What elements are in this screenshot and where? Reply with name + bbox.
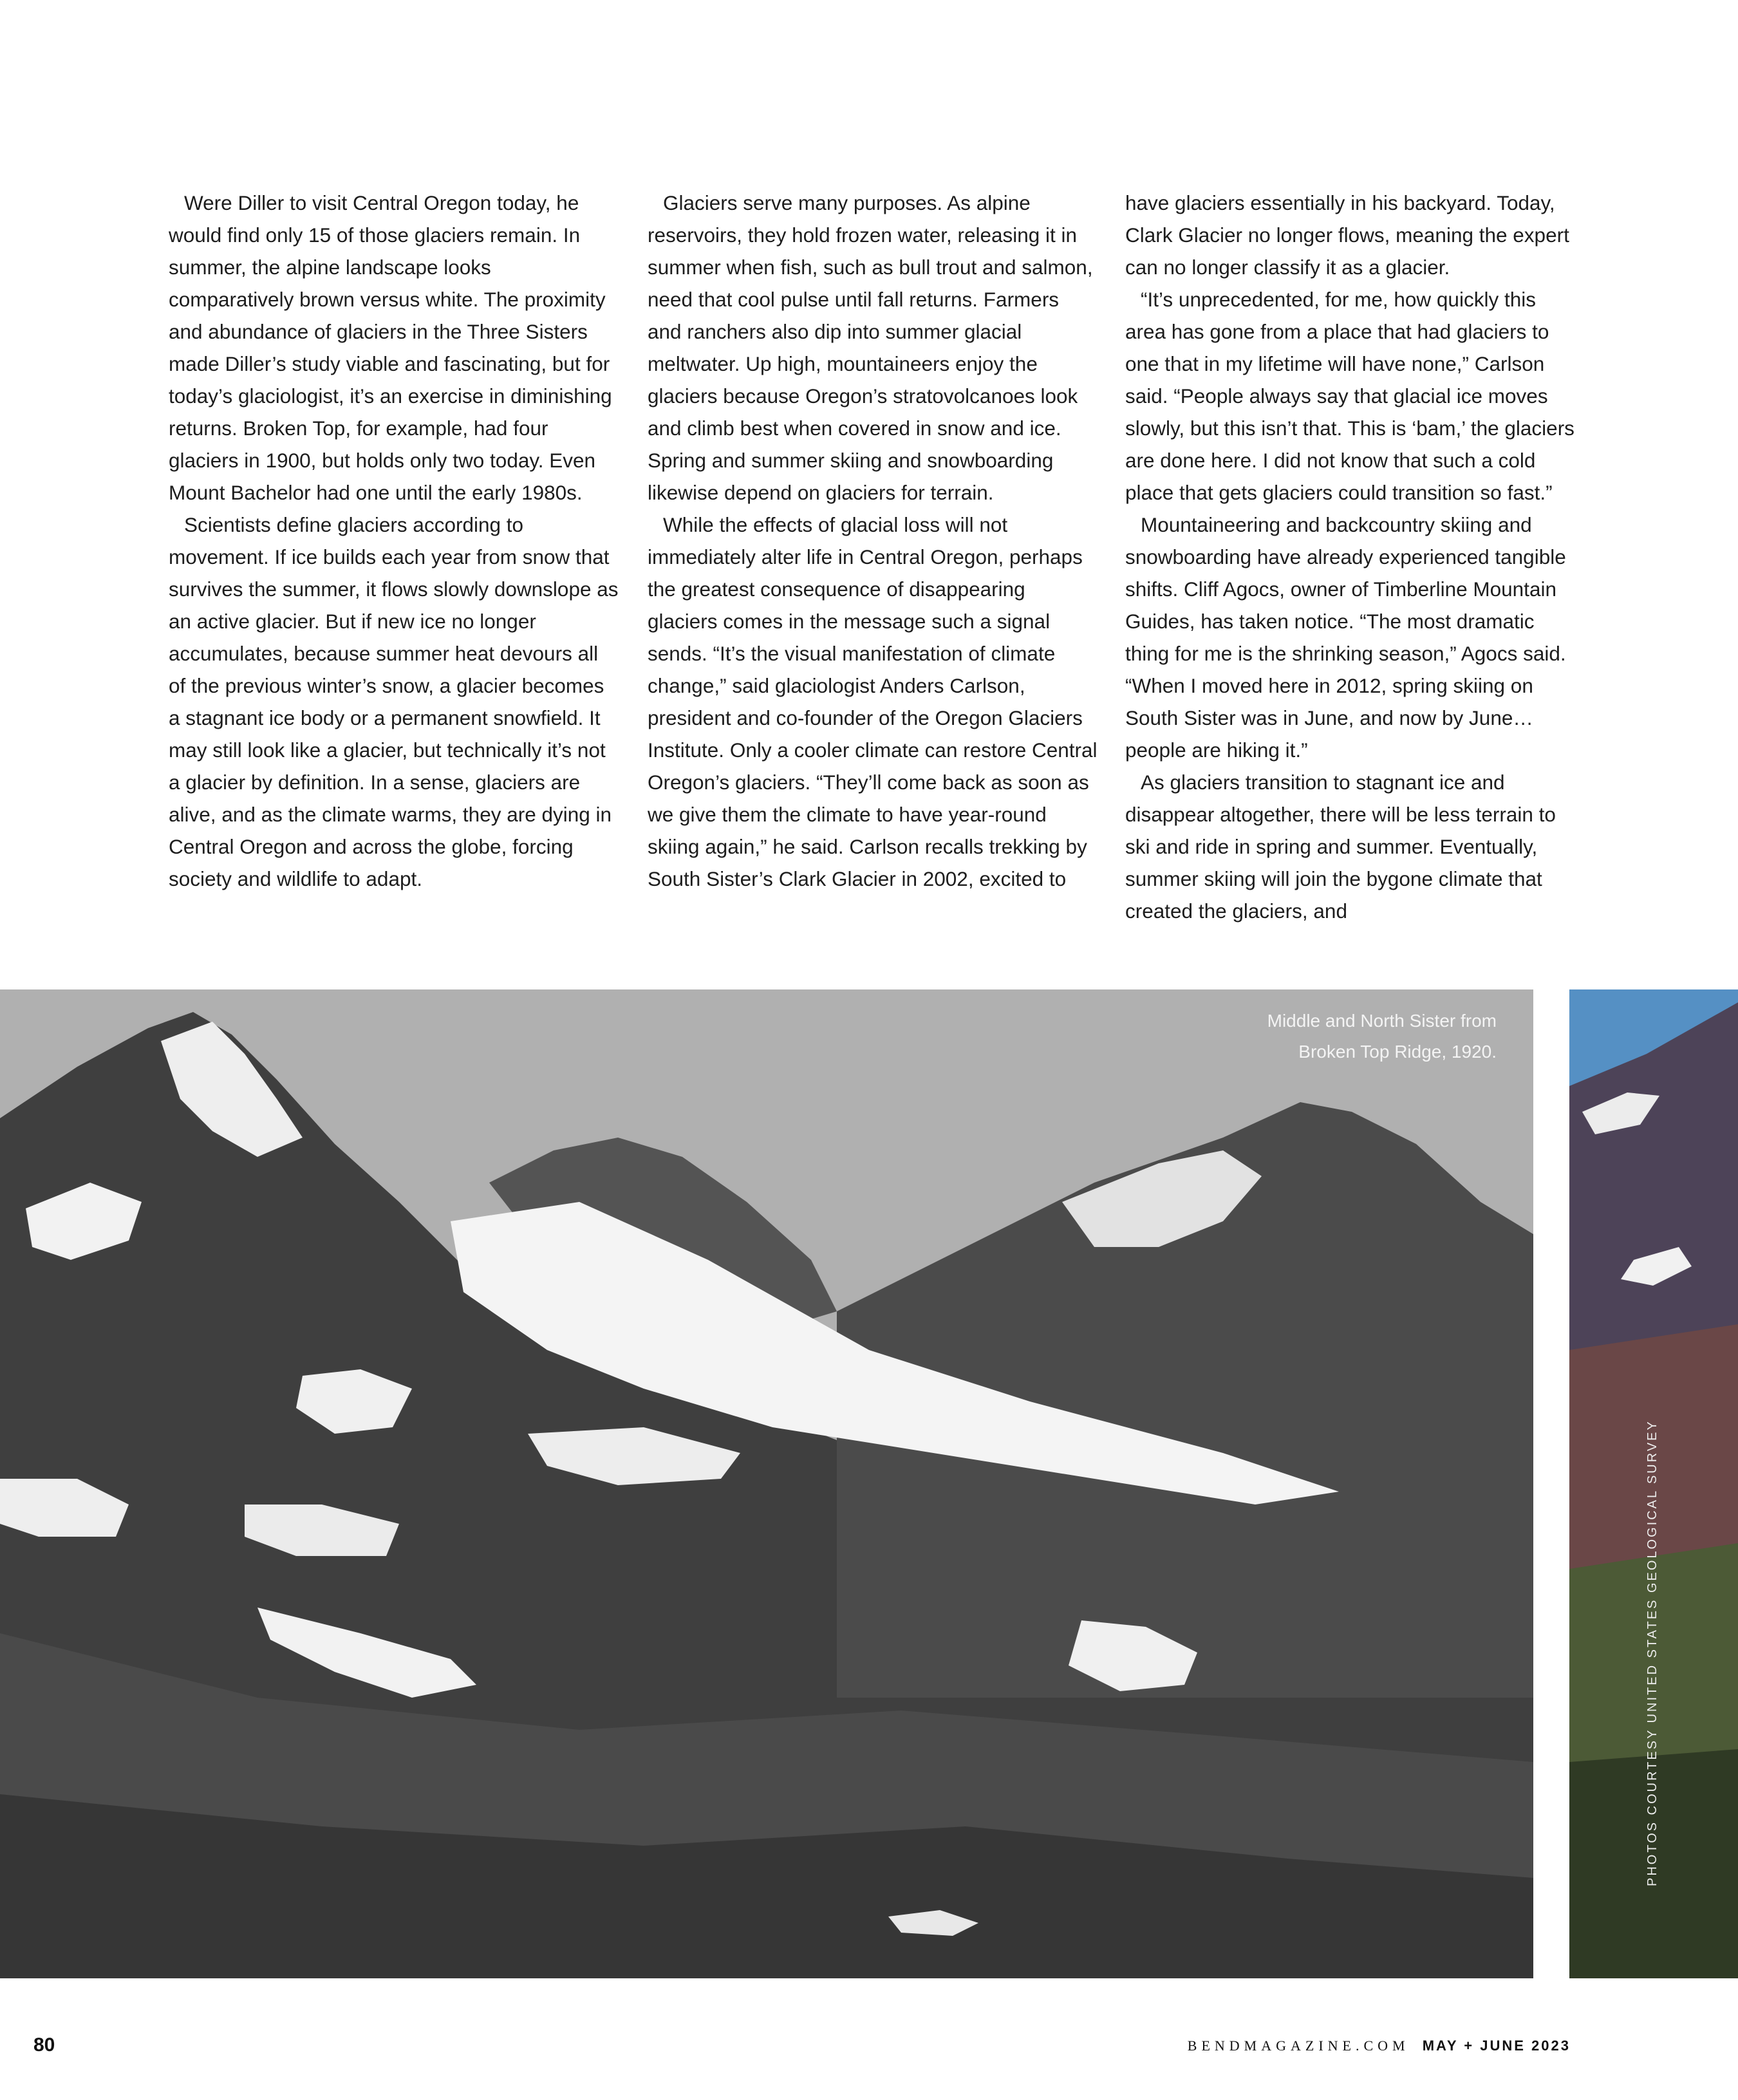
paragraph: Mountaineering and backcountry skiing and snowboarding have already experienced tangible shifts. Cliff Agocs, owner of Timberline Mountain Guides, has taken notice. “The most dramatic thing for me is the shrinking season,” Agocs said. “When I moved here in 2012, spring skiing on South Sister was in June, and now by June…people are hiking it.” [1125,513,1566,762]
article-column-2 [648,187,1098,895]
paragraph-continuation: have glaciers essentially in his backyard. Today, Clark Glacier no longer flows, meaning the expert can no longer classify it as a glacier. [1125,191,1569,279]
paragraph: While the effects of glacial loss will not immediately alter life in Central Oregon, perhaps the greatest consequence of disappearing glaciers comes in the message such a signal sends. “It’s the visual manifestation of climate change,” said glaciologist Anders Carlson, president and co-founder of the Oregon Glaciers Institute. Only a cooler climate can restore Central Oregon’s glaciers. “They’ll come back as soon as we give them the climate to have year-round skiing again,” he said. Carlson recalls trekking by South Sister’s Clark Glacier in 2002, excited to [648,513,1098,890]
issue-date: MAY + JUNE 2023 [1422,2038,1571,2054]
historic-mountain-photo [0,989,1533,1978]
paragraph: Were Diller to visit Central Oregon today, he would find only 15 of those glaciers remain. In summer, the alpine landscape looks comparatively brown versus white. The proximity and abundance of glaciers in the Three Sisters made Diller’s study viable and fascinating, but for today’s glaciologist, it’s an exercise in diminishing returns. Broken Top, for example, had four glaciers in 1900, but holds only two today. Even Mount Bachelor had one until the early 1980s. [169,191,612,504]
paragraph: Glaciers serve many purposes. As alpine reservoirs, they hold frozen water, releasing it in summer when fish, such as bull trout and salmon, need that cool pulse until fall returns. Farmers and ranchers also dip into summer glacial meltwater. Up high, mountaineers enjoy the glaciers because Oregon’s stratovolcanoes look and climb best when covered in snow and ice. Spring and summer skiing and snowboarding likewise depend on glaciers for terrain. [648,191,1093,504]
caption-line: Broken Top Ridge, 1920. [1298,1042,1497,1062]
paragraph: “It’s unprecedented, for me, how quickly this area has gone from a place that had glaciers to one that in my lifetime will have none,” Carlson said. “People always say that glacial ice moves slowly, but this isn’t that. This is ‘bam,’ the glaciers are done here. I did not know that such a cold place that gets glaciers could transition so fast.” [1125,288,1574,504]
mountain-illustration [0,989,1533,1978]
article-column-1 [169,187,619,895]
photo-credit: PHOTOS COURTESY UNITED STATES GEOLOGICAL SURVEY [1645,1420,1659,1886]
paragraph: As glaciers transition to stagnant ice and disappear altogether, there will be less terrain to ski and ride in spring and summer. Eventually, summer skiing will join the bygone climate that created the glaciers, and [1125,771,1556,923]
footer [1188,2038,1571,2054]
page-number: 80 [33,2034,55,2056]
paragraph: Scientists define glaciers according to movement. If ice builds each year from snow that survives the summer, it flows slowly downslope as an active glacier. But if new ice no longer accumulates, because summer heat devours all of the previous winter’s snow, a glacier becomes a stagnant ice body or a permanent snowfield. It may still look like a glacier, but technically it’s not a glacier by definition. In a sense, glaciers are alive, and as the climate warms, they are dying in Central Oregon and across the globe, forcing society and wildlife to adapt. [169,513,619,890]
site-name: BENDMAGAZINE.COM [1187,2038,1410,2054]
caption-line: Middle and North Sister from [1267,1011,1497,1031]
article-column-3 [1125,187,1576,927]
photo-caption [1162,1006,1497,1067]
